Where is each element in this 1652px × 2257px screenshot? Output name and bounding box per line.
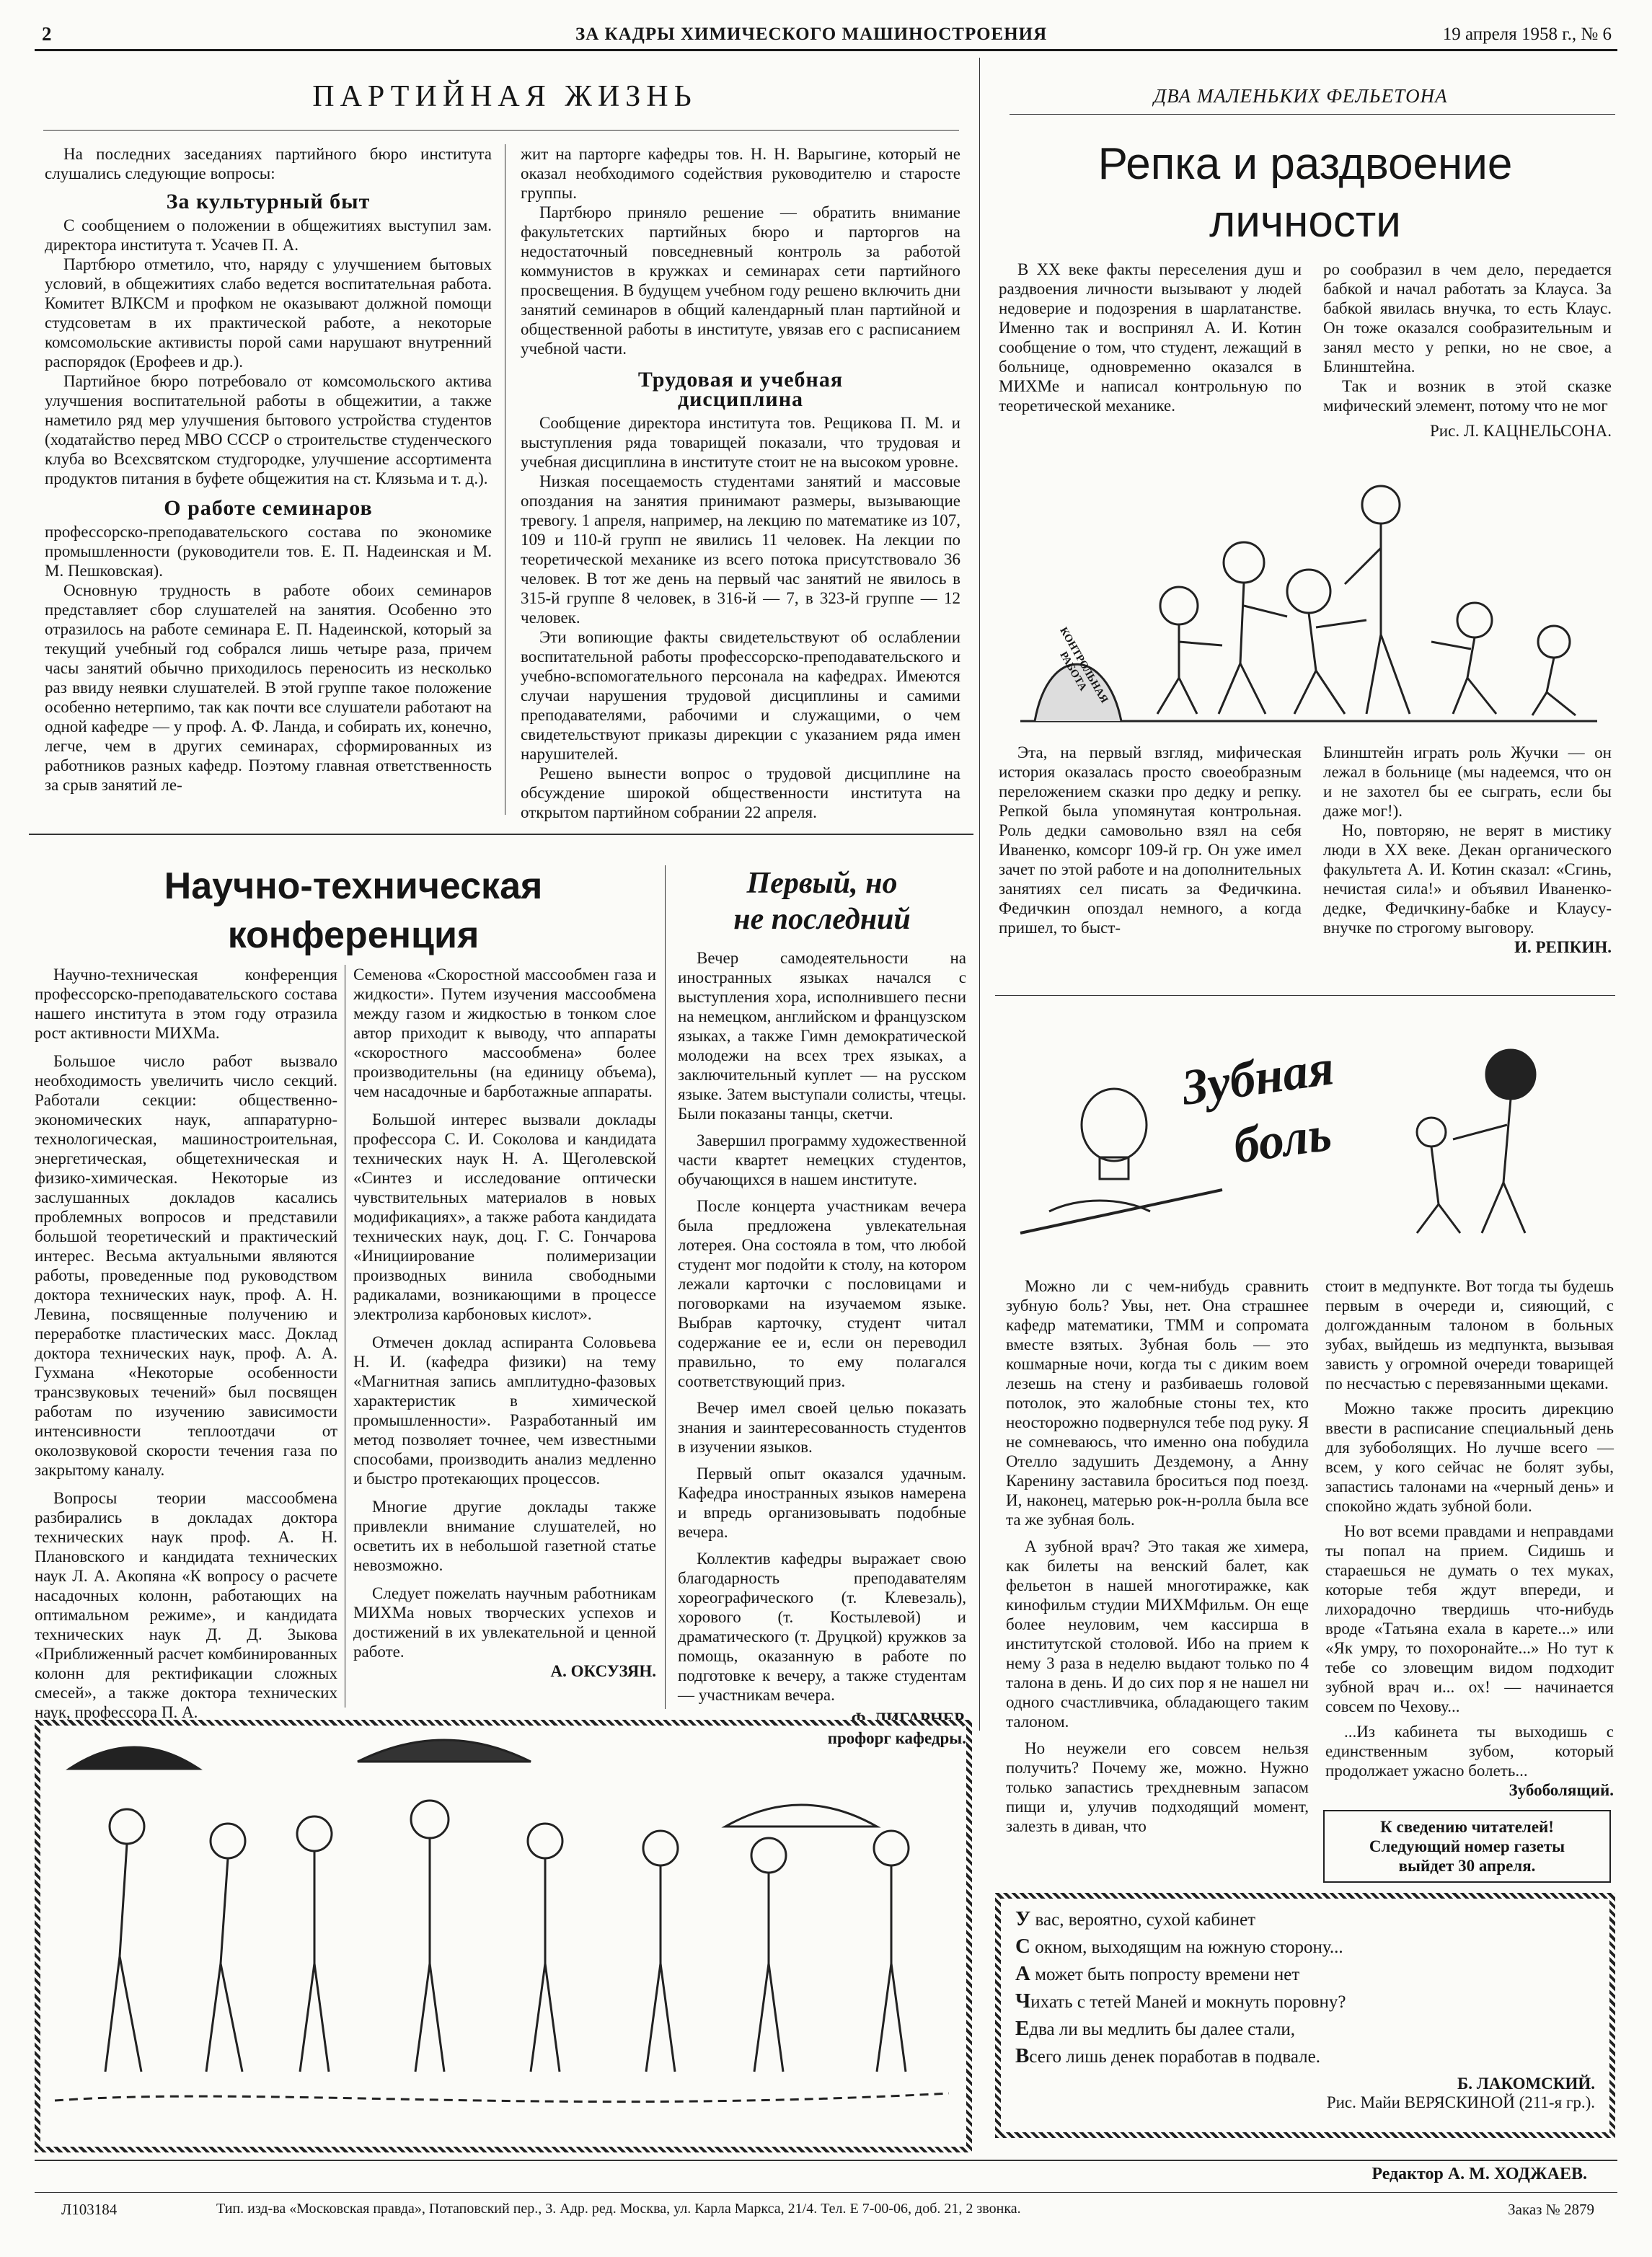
party-end-rule xyxy=(29,834,973,835)
first-paragraph: Коллектив кафедры выражает свою благодарность преподавателям хореографического (т. Клевезаль), хорового (т. Костылевой) и драматического (т. Друцкой) кружков за помощь, оказанную в работе по подготовке к вечеру, а также студентам — участникам вечера. xyxy=(678,1550,966,1704)
poem-initial: Е xyxy=(1015,2017,1030,2040)
repka-cartoon xyxy=(1006,461,1612,736)
party-life-title: ПАРТИЙНАЯ ЖИЗНЬ xyxy=(312,80,697,113)
masthead xyxy=(35,16,1617,51)
toothache-paragraph: Можно также просить дирекцию ввести в расписание специальный день для зубоболящих. Но лучше всего — всем, у кого сейчас не болят зубы, запастись талонами на «черный день» и спокойно ждать зубной боли. xyxy=(1325,1400,1614,1515)
party-col-2 xyxy=(521,144,960,822)
first-paragraph: Вечер самодеятельности на иностранных языках начался с выступления хора, исполнившего песни на немецком, английском и французском языках, а также Гимн демократической молодежи на всех трех языках, а заключительный куплет — на русском языке. Затем выступали солисты, чтецы. Были показаны танцы, скетчи. xyxy=(678,949,966,1123)
toothache-header-art xyxy=(1006,1017,1612,1255)
subhead-seminars: О работе семинаров xyxy=(164,496,373,520)
readers-notice xyxy=(1323,1810,1611,1883)
feuilleton-paragraph: Блинштейн играть роль Жучки — он лежал в больнице (мы надеемся, что он и не захотел бы ее сыграть, если бы даже мог!). xyxy=(1323,743,1612,820)
toothache-paragraph: Можно ли с чем-нибудь сравнить зубную боль? Увы, нет. Она страшнее кафедр математики, ТММ и сопромата вместе взятых. Зубная боль — это кошмарные ночи, когда ты с диким воем лезешь на стену и разбиваешь головой потолок, это жалобные стоны тех, кто неосторожно подвернулся тебе под руку. Я не сомневаюсь, что именно она побудила Отелло задушить Дездемону, а Анну Каренину заставила броситься под поезд. И, наконец, матерью рок-н-ролла была все та же зубная боль. xyxy=(1006,1277,1309,1529)
conference-col-2 xyxy=(353,965,656,1681)
conference-title-line1: Научно-техническая xyxy=(164,865,543,907)
poem-line xyxy=(1015,1961,1595,1988)
conference-title xyxy=(29,862,678,960)
first-signature-role: профорг кафедры. xyxy=(827,1729,966,1747)
conference-title-line2: конференция xyxy=(227,914,480,956)
rain-cartoon-frame xyxy=(35,1720,972,2152)
conference-paragraph: Многие другие доклады также привлекли внимание слушателей, но осветить их в небольшой газетной статье невозможно. xyxy=(353,1498,656,1574)
conference-paragraph: Большое число работ вызвало необходимость увеличить число секций. Работали секции: общественно-экономических наук, аппаратурно-технологическая, машиностроительная, энергетическая, общетехническая и физико-химическая. Некоторые из заслушанных докладов касались проблемных вопросов и представили большой теоретический и практический интерес. Весьма актуальными являются работы, проведенные под руководством доктора технических наук, проф. А. Н. Левина, посвященные получению и переработке пластических масс. Доклад доктора технических наук, проф. А. А. Гухмана «Некоторые особенности трансзвуковых течений» был посвящен работам по изучению зависимости интенсивности теплоотдачи от околозвуковой скорости течения газа по закрытому каналу. xyxy=(35,1052,337,1479)
feuilleton-paragraph: Но, повторяю, не верят в мистику люди в XX веке. Декан органического факультета А. И. Котин сказал: «Сгинь, нечистая сила!» и объявил Иваненко-дедке, Федичкину-бабке и Клаусу-внучке по строгому выговору. xyxy=(1323,821,1612,937)
poem-initial: С xyxy=(1015,1935,1030,1958)
conference-signature: А. ОКСУЗЯН. xyxy=(550,1662,656,1680)
kicker-rule xyxy=(1010,114,1615,115)
toothache-title-line2: боль xyxy=(1230,1105,1335,1175)
page-number: 2 xyxy=(42,23,52,45)
subhead-discipline-line2: дисциплина xyxy=(677,387,804,411)
party-paragraph: С сообщением о положении в общежитиях выступил зам. директора института т. Усачев П. А. xyxy=(45,216,492,254)
feuilleton-signature: И. РЕПКИН. xyxy=(1514,938,1612,956)
feuilleton-col-4 xyxy=(1323,743,1612,957)
party-paragraph: Низкая посещаемость студентами занятий и массовые опоздания на занятия принимают размеры, вызывающие тревогу. 1 апреля, например, на лекцию по математике из 107, 109 и 110-й групп не явились 11 человек. На лекции по теоретической механике из всего потока присутствовало 36 человек. В тот же день на первый час занятий не явилось в 315-й группе 8 человек, в 316-й — 7, в 323-й группе — 12 человек. xyxy=(521,472,960,627)
page-center-divider xyxy=(979,58,980,1731)
first-col-divider xyxy=(665,865,666,1709)
cartoon-credit: Рис. Л. КАЦНЕЛЬСОНА. xyxy=(1430,422,1612,440)
toothache-title xyxy=(1178,1035,1348,1185)
poem-line xyxy=(1015,1988,1595,2015)
feuilleton-title-line1: Репка и раздвоение xyxy=(1097,139,1513,189)
conference-paragraph: Вопросы теории массообмена разбирались в докладах доктора технических наук проф. А. Н. Плановского и кандидата технических наук Л. А. Акопяна «К вопросу о расчете насадочных колонн, работающих на оптимальном режиме», и кандидата технических наук Д. Д. Зыкова «Приближенный расчет комбинированных колонн для ректификации сложных смесей», а также доктора технических наук, профессора П. А. xyxy=(35,1489,337,1721)
first-title-line2: не последний xyxy=(733,903,911,936)
subhead-discipline xyxy=(521,370,960,409)
toothache-title-line1: Зубная xyxy=(1178,1040,1338,1116)
feuilleton-end-rule xyxy=(995,995,1615,996)
feuilleton-title-line2: личности xyxy=(1209,197,1401,247)
party-paragraph: Партбюро отметило, что, наряду с улучшением бытовых условий, в общежитиях слабо ведется воспитательная работа. Комитет ВЛКСМ и профком не оказывают должной помощи студсоветам в их практической работе, а некоторые комсомольские активисты порой сами нарушают внутренний распорядок (Ерофеев и др.). xyxy=(45,255,492,371)
toothache-paragraph: А зубной врач? Это такая же химера, как билеты на венский балет, как фельетон в нашей многотиражке, как кинофильм студии МИХМфильм. Он еще более неуловим, чем кассирша в институтской столовой. Ибо на прием к нему 3 раза в неделю выдают только по 4 талона в день. И до сих пор я не нашел ни одного счастливчика, обладающего таким талоном. xyxy=(1006,1537,1309,1731)
notice-line1: К сведению читателей! xyxy=(1380,1818,1554,1836)
conference-paragraph: Семенова «Скоростной массообмен газа и жидкости». Путем изучения массообмена между газом и жидкостью в тонком слое автор приходит к выводу, что аппараты «скоростного массообмена» более производительны (на единицу объема), чем насадочные и барботажные аппараты. xyxy=(353,966,656,1100)
subhead-cultural-life: За культурный быт xyxy=(166,190,371,213)
feuilleton-paragraph: Так и возник в этой сказке мифический элемент, потому что не мог xyxy=(1323,377,1612,415)
toothache-paragraph: Но неужели его совсем нельзя получить? Почему же, можно. Нужно только запастись трехдневным запасом пищи и, улучив подходящий момент, залезть в диван, что xyxy=(1006,1739,1309,1835)
poem-frame xyxy=(995,1893,1615,2138)
poem-author: Б. ЛАКОМСКИЙ. xyxy=(1457,2075,1595,2093)
party-paragraph: жит на парторге кафедры тов. Н. Н. Варыгине, который не оказал необходимого содействия руководителю и старосте группы. xyxy=(521,145,960,202)
conference-paragraph: Следует пожелать научным работникам МИХМа новых творческих успехов и достижений в их увлекательной и ценной работе. xyxy=(353,1584,656,1661)
first-signature-name: Ф. ЛИГАРНЕР, xyxy=(851,1710,966,1728)
cartoon-sign: КОНТРОЛЬНАЯ РАБОТА xyxy=(1057,625,1110,705)
first-paragraph: После концерта участникам вечера была предложена увлекательная лотерея. Она состояла в том, что любой студент мог подойти к столу, на котором лежали карточки с пословицами и поговорками на изучаемом языке. Выбрав карточку, студент читал содержание ее и, если он переводил правильно, то ему полагался соответствующий приз. xyxy=(678,1197,966,1390)
poem-line-text: два ли вы медлить бы далее стали, xyxy=(1029,2020,1296,2039)
feuilleton-title xyxy=(995,136,1615,251)
first-paragraph: Первый опыт оказался удачным. Кафедра иностранных языков намерена и впредь организовывать подобные вечера. xyxy=(678,1465,966,1541)
poem-line xyxy=(1015,2015,1595,2043)
party-paragraph: Партийное бюро потребовало от комсомольского актива улучшения воспитательной работы в общежитии, а также наметило ряд мер улучшения бытового устройства студентов (ходатайство перед МВО СССР о строительстве студенческого клуба во Всехсвятском студгородке, улучшение ассортимента продуктов питания в буфете общежития на ст. Клязьма и т. д.). xyxy=(45,372,492,487)
poem-line-text: окном, выходящим на южную сторону... xyxy=(1030,1938,1343,1957)
party-intro: На последних заседаниях партийного бюро института слушались следующие вопросы: xyxy=(45,145,492,182)
poem-initial: В xyxy=(1015,2044,1030,2067)
conference-paragraph: Отмечен доклад аспиранта Соловьева Н. И. (кафедра физики) на тему «Магнитная запись амплитудно-фазовых характеристик в химической промышленности». Разработанный им метод позволяет точнее, чем известными способами, производить анализ медленно и быстро протекающих процессов. xyxy=(353,1333,656,1488)
poem-line xyxy=(1015,1906,1595,1933)
conference-paragraph: Большой интерес вызвали доклады профессора С. И. Соколова и кандидата технических наук Н. А. Щеголевской «Синтез и исследование оптически чувствительных материалов в новых модификациях», а также работа кандидата технических наук, доц. Г. С. Гончарова «Инициирование полимеризации производных винила свободными радикалами, возникающими в процессе электролиза карбоновых кислот». xyxy=(353,1110,656,1323)
party-paragraph: профессорско-преподавательского состава по экономике промышленности (руководители тов. Е. П. Надеинская и М. М. Пешковская). xyxy=(45,523,492,580)
footer-rule-bottom xyxy=(35,2192,1617,2193)
toothache-col-2 xyxy=(1325,1276,1614,1800)
poem-line-text: может быть попросту времени нет xyxy=(1030,1965,1300,1984)
order-number: Заказ № 2879 xyxy=(1508,2201,1594,2218)
first-paragraph: Вечер имел своей целью показать знания и заинтересованность студентов в изучении языков. xyxy=(678,1399,966,1456)
issue-date: 19 апреля 1958 г., № 6 xyxy=(1442,25,1612,44)
toothache-paragraph: Но вот всеми правдами и неправдами ты попал на прием. Сидишь и стараешься не думать о тех муках, которые тебя ждут впереди, и лихорадочно твердишь что-нибудь вроде «Татьяна ехала в карете...» или «Як умру, то похоронайте...» Но тут к тебе со зловещим видом подходит зубной врач и... ох! — начинается совсем по Чехову... xyxy=(1325,1522,1614,1715)
conference-col-1 xyxy=(35,965,337,1722)
newspaper-title: ЗА КАДРЫ ХИМИЧЕСКОГО МАШИНОСТРОЕНИЯ xyxy=(575,25,1048,44)
conference-paragraph: Научно-техническая конференция профессорско-преподавательского состава нашего института в этом году отразила рост активности МИХМа. xyxy=(35,966,337,1042)
poem-initial: А xyxy=(1015,1962,1030,1985)
poem-line xyxy=(1015,2043,1595,2070)
feuilleton-col-3 xyxy=(999,743,1302,937)
editor-line: Редактор А. М. ХОДЖАЕВ. xyxy=(1371,2165,1587,2183)
rain-cartoon xyxy=(40,1726,966,2147)
feuilleton-paragraph: В XX веке факты переселения душ и раздвоения личности вызывают у людей недоверие и подозрения в шарлатанстве. Именно так и воспринял А. И. Котин сообщение о том, что студент, лежащий в больнице, одновременно оказался в МИХМе и написал контрольную по теоретической механике. xyxy=(999,260,1302,415)
notice-line3: выйдет 30 апреля. xyxy=(1398,1857,1536,1875)
toothache-paragraph: ...Из кабинета ты выходишь с единственным зубом, который продолжает ужасно болеть... xyxy=(1325,1723,1614,1780)
party-col-1 xyxy=(45,144,492,795)
footer-rule-top xyxy=(35,2160,1617,2161)
poem-illustration-credit: Рис. Майи ВЕРЯСКИНОЙ (211-я гр.). xyxy=(1326,2093,1595,2111)
party-paragraph: Эти вопиющие факты свидетельствуют об ослаблении воспитательной работы профессорско-преподавательского и учебно-вспомогательного персонала на кафедрах. Имеются случаи нарушения трудовой дисциплины и самими преподавателями, рабочими и служащими, о чем свидетельствуют приказы дирекции с указанием ряда имен нарушителей. xyxy=(521,628,960,763)
first-title-line1: Первый, но xyxy=(746,867,898,900)
poem xyxy=(1015,1906,1595,2070)
poem-initial: У xyxy=(1015,1907,1031,1930)
party-paragraph: Партбюро приняло решение — обратить внимание факультетских партийных бюро и парторгов на недостаточный повседневный контроль за работой коммунистов в кружках и семинарах сети партийного просвещения. В будущем учебном году решено включить дни занятий семинаров в общий календарный план партийной и общественной работы в институте, увязав его с расписанием учебной части. xyxy=(521,203,960,358)
notice-line2: Следующий номер газеты xyxy=(1369,1837,1565,1855)
feuilleton-col-2 xyxy=(1323,260,1612,441)
imprint: Тип. изд-ва «Московская правда», Потаповский пер., 3. Адр. ред. Москва, ул. Карла Маркса, 21/4. Тел. Е 7-00-06, доб. 21, 2 звонка. xyxy=(216,2201,1021,2217)
feuilleton-paragraph: ро сообразил в чем дело, передается бабкой и начал работать за Клауса. За бабкой явилась внучка, то есть Клаус. Он тоже оказался сообразительным и занял место у репки, но не свое, а Блинштейна. xyxy=(1323,260,1612,376)
toothache-col-1 xyxy=(1006,1276,1309,1836)
party-paragraph: Сообщение директора института тов. Рещикова П. М. и выступления ряда товарищей показали, что трудовая и учебная дисциплина в институте стоит не на высоком уровне. xyxy=(521,414,960,471)
poem-line-text: ихать с тетей Маней и мокнуть поровну? xyxy=(1030,1992,1346,2012)
poem-line-text: сего лишь денек поработав в подвале. xyxy=(1029,2047,1320,2067)
imprint-code: Л103184 xyxy=(61,2201,118,2218)
toothache-signature: Зубоболящий. xyxy=(1509,1781,1614,1799)
first-article xyxy=(678,948,966,1748)
party-paragraph: Основную трудность в работе обоих семинаров представляет сбор слушателей на занятия. Особенно это отразилось на работе семинара Е. П. Надеинской, который за текущий учебный год собрался лишь четыре раза, причем часы занятий обычно приходилось переносить из несколько раз ввиду неявки слушателей. В этой группе такое положение особенно нетерпимо, так как почти все слушатели работают на одной кафедре — у проф. А. Ф. Ланда, и собирать их, конечно, легче, чем в других семинарах, сформированных из работников разных кафедр. Поэтому главная ответственность за срыв занятий ле- xyxy=(45,581,492,794)
poem-initial: Ч xyxy=(1015,1989,1031,2013)
poem-line xyxy=(1015,1933,1595,1961)
poem-line-text: вас, вероятно, сухой кабинет xyxy=(1030,1910,1256,1930)
first-title xyxy=(674,865,970,937)
toothache-paragraph: стоит в медпункте. Вот тогда ты будешь первым в очереди и, сияющий, с долгожданным талоном в больных зубах, выйдешь из медпункта, вызывая зависть у огромной очереди товарищей по несчастью с перевязанными щеками. xyxy=(1325,1277,1614,1392)
subhead-discipline-line1: Трудовая и учебная xyxy=(637,368,844,392)
first-paragraph: Завершил программу художественной части квартет немецких студентов, обучающихся в нашем институте. xyxy=(678,1131,966,1188)
feuilleton-kicker: ДВА МАЛЕНЬКИХ ФЕЛЬЕТОНА xyxy=(1154,85,1448,107)
feuilleton-paragraph: Эта, на первый взгляд, мифическая история оказалась просто своеобразным переложением сказки про дедку и репку. Репкой была упомянутая контрольная. Роль дедки самовольно взял на себя Иваненко, комсорг 109-й гр. Он уже имел зачет по этой работе и на дополнительных занятиях сел писать за Федичкина. Федичкин опоздал немного, а когда пришел, то быст- xyxy=(999,743,1302,937)
party-title-rule xyxy=(43,130,959,131)
feuilleton-col-1 xyxy=(999,260,1302,415)
party-paragraph: Решено вынести вопрос о трудовой дисциплине на обсуждение широкой общественности института на открытом партийном собрании 22 апреля. xyxy=(521,764,960,821)
